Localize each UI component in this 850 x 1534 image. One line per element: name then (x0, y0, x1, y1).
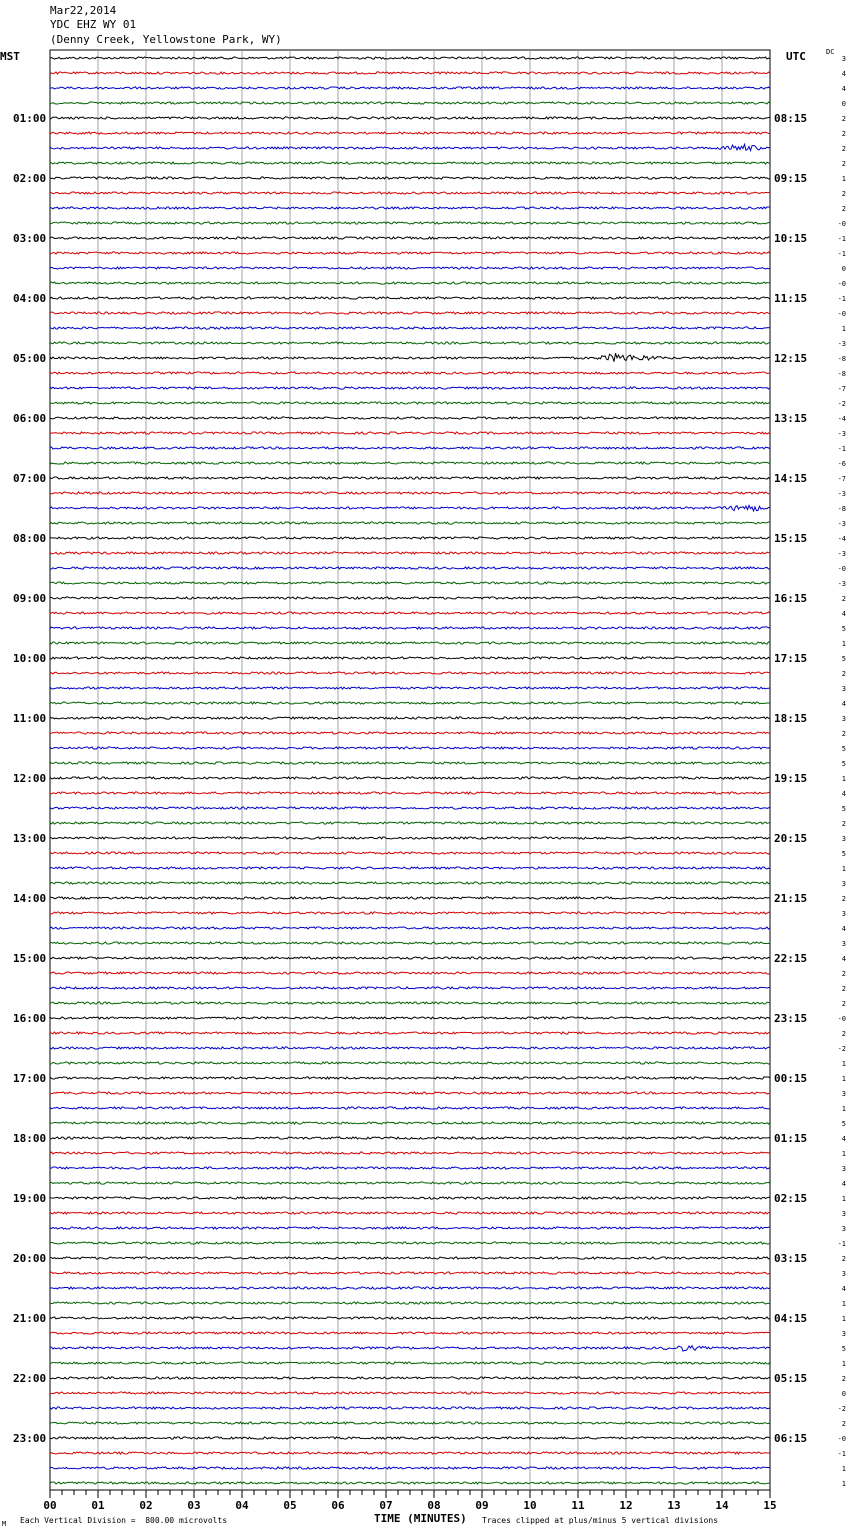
trace-line (50, 687, 770, 689)
dc-offset-value: -8 (837, 370, 846, 378)
trace-line (50, 1227, 770, 1229)
right-hour-label: 03:15 (774, 1252, 808, 1265)
trace-line (50, 1467, 770, 1469)
dc-offset-value: 2 (841, 595, 846, 603)
x-tick-label: 07 (379, 1499, 393, 1512)
dc-offset-value: -0 (837, 220, 846, 228)
trace-line (50, 702, 770, 704)
trace-line (50, 1392, 770, 1394)
dc-offset-value: 1 (841, 1480, 846, 1488)
dc-offset-value: 2 (841, 1030, 846, 1038)
trace-line (50, 57, 770, 59)
clip-note: Traces clipped at plus/minus 5 vertical divisions (482, 1516, 719, 1525)
dc-offset-value: 2 (841, 1420, 846, 1428)
dc-offset-value: -3 (837, 550, 846, 558)
trace-line (50, 807, 770, 809)
trace-line (50, 102, 770, 104)
dc-offset-value: -1 (837, 1450, 846, 1458)
trace-line (50, 117, 770, 119)
dc-offset-value: 1 (841, 1105, 846, 1113)
trace-line (50, 567, 770, 569)
trace-line (50, 972, 770, 974)
right-hour-label: 04:15 (774, 1312, 808, 1325)
dc-offset-value: 2 (841, 820, 846, 828)
trace-line (50, 822, 770, 824)
x-tick-label: 12 (619, 1499, 633, 1512)
trace-line (50, 732, 770, 734)
left-hour-label: 13:00 (13, 832, 47, 845)
dc-offset-value: 2 (841, 190, 846, 198)
corner-mark: M (2, 1520, 7, 1528)
right-hour-label: 17:15 (774, 652, 808, 665)
right-hour-label: 19:15 (774, 772, 808, 785)
dc-offset-value: 1 (841, 325, 846, 333)
trace-line (50, 777, 770, 779)
dc-offset-value: 4 (841, 85, 846, 93)
dc-offset-value: 4 (841, 955, 846, 963)
trace-line (50, 882, 770, 884)
dc-offset-value: 1 (841, 865, 846, 873)
trace-line (50, 447, 770, 449)
left-hour-label: 17:00 (13, 1072, 47, 1085)
trace-line (50, 237, 770, 239)
trace-line (50, 417, 770, 419)
trace-line (50, 762, 770, 764)
scale-note: Each Vertical Division = 800.00 microvolts (20, 1516, 228, 1525)
right-hour-label: 18:15 (774, 712, 808, 725)
right-hour-label: 23:15 (774, 1012, 808, 1025)
trace-line (50, 1317, 770, 1319)
x-tick-label: 05 (283, 1499, 297, 1512)
trace-line (50, 192, 770, 194)
dc-offset-value: 5 (841, 1345, 846, 1353)
dc-offset-value: 2 (841, 1255, 846, 1263)
right-hour-label: 20:15 (774, 832, 808, 845)
header-station: YDC EHZ WY 01 (50, 18, 137, 31)
trace-line (50, 1212, 770, 1214)
dc-offset-value: 0 (841, 1390, 846, 1398)
mst-axis-label: MST (0, 50, 20, 63)
dc-offset-value: -1 (837, 1240, 846, 1248)
left-hour-label: 09:00 (13, 592, 47, 605)
dc-offset-value: 3 (841, 685, 846, 693)
trace-line (50, 353, 770, 361)
dc-offset-value: 5 (841, 745, 846, 753)
dc-offset-value: -0 (837, 280, 846, 288)
dc-offset-value: 2 (841, 895, 846, 903)
trace-line (50, 552, 770, 554)
right-hour-label: 12:15 (774, 352, 808, 365)
trace-line (50, 927, 770, 929)
trace-line (50, 1077, 770, 1079)
trace-line (50, 1242, 770, 1244)
trace-line (50, 1182, 770, 1184)
dc-offset-value: 4 (841, 610, 846, 618)
x-tick-label: 01 (91, 1499, 105, 1512)
x-axis-title: TIME (MINUTES) (374, 1512, 467, 1525)
dc-offset-value: -1 (837, 295, 846, 303)
right-hour-label: 21:15 (774, 892, 808, 905)
trace-line (50, 837, 770, 839)
trace-line (50, 372, 770, 374)
right-hour-label: 10:15 (774, 232, 808, 245)
trace-line (50, 1137, 770, 1139)
trace-line (50, 612, 770, 614)
trace-line (50, 1197, 770, 1199)
dc-offset-value: 1 (841, 640, 846, 648)
x-tick-label: 02 (139, 1499, 153, 1512)
dc-offset-value: 5 (841, 655, 846, 663)
dc-offset-value: -2 (837, 400, 846, 408)
dc-offset-value: 2 (841, 1375, 846, 1383)
trace-line (50, 1092, 770, 1094)
right-hour-label: 00:15 (774, 1072, 808, 1085)
dc-offset-value: 1 (841, 1315, 846, 1323)
dc-offset-value: 3 (841, 835, 846, 843)
trace-line (50, 387, 770, 389)
right-hour-label: 15:15 (774, 532, 808, 545)
x-tick-label: 00 (43, 1499, 57, 1512)
trace-line (50, 492, 770, 494)
trace-line (50, 537, 770, 539)
left-hour-label: 03:00 (13, 232, 47, 245)
trace-line (50, 522, 770, 524)
dc-offset-value: -6 (837, 460, 846, 468)
dc-offset-value: 1 (841, 1465, 846, 1473)
trace-line (50, 72, 770, 74)
dc-offset-value: -2 (837, 1045, 846, 1053)
dc-offset-value: 1 (841, 1300, 846, 1308)
dc-offset-value: 3 (841, 55, 846, 63)
trace-line (50, 177, 770, 179)
trace-line (50, 477, 770, 479)
dc-offset-value: 5 (841, 850, 846, 858)
trace-line (50, 942, 770, 944)
trace-line (50, 597, 770, 599)
dc-offset-value: -3 (837, 580, 846, 588)
dc-offset-value: -3 (837, 520, 846, 528)
dc-offset-value: 2 (841, 145, 846, 153)
dc-offset-value: 3 (841, 910, 846, 918)
right-hour-label: 11:15 (774, 292, 808, 305)
trace-line (50, 1346, 770, 1351)
dc-offset-value: 2 (841, 670, 846, 678)
dc-offset-value: -0 (837, 1015, 846, 1023)
trace-line (50, 1272, 770, 1274)
dc-offset-value: 2 (841, 130, 846, 138)
trace-line (50, 672, 770, 674)
right-hour-label: 22:15 (774, 952, 808, 965)
right-hour-label: 06:15 (774, 1432, 808, 1445)
x-tick-label: 15 (763, 1499, 777, 1512)
trace-line (50, 1362, 770, 1364)
trace-line (50, 1167, 770, 1169)
dc-offset-value: -0 (837, 310, 846, 318)
trace-line (50, 987, 770, 989)
dc-offset-value: 3 (841, 1225, 846, 1233)
dc-offset-value: 3 (841, 1210, 846, 1218)
dc-offset-value: 4 (841, 1285, 846, 1293)
dc-offset-value: -3 (837, 430, 846, 438)
trace-line (50, 912, 770, 914)
right-hour-label: 08:15 (774, 112, 808, 125)
trace-line (50, 1002, 770, 1004)
x-tick-label: 08 (427, 1499, 441, 1512)
right-hour-label: 16:15 (774, 592, 808, 605)
left-hour-label: 19:00 (13, 1192, 47, 1205)
dc-offset-value: 2 (841, 160, 846, 168)
dc-offset-value: 3 (841, 1165, 846, 1173)
dc-offset-value: 5 (841, 805, 846, 813)
dc-offset-value: 5 (841, 1120, 846, 1128)
trace-line (50, 505, 770, 510)
left-hour-label: 04:00 (13, 292, 47, 305)
right-hour-label: 02:15 (774, 1192, 808, 1205)
trace-line (50, 582, 770, 584)
dc-offset-value: 3 (841, 1270, 846, 1278)
dc-offset-value: 2 (841, 985, 846, 993)
dc-offset-value: -4 (837, 535, 846, 543)
trace-line (50, 657, 770, 659)
left-hour-label: 21:00 (13, 1312, 47, 1325)
left-hour-label: 18:00 (13, 1132, 47, 1145)
dc-offset-value: -7 (837, 385, 846, 393)
dc-offset-value: 4 (841, 790, 846, 798)
trace-line (50, 432, 770, 434)
left-hour-label: 08:00 (13, 532, 47, 545)
trace-line (50, 1422, 770, 1424)
dc-offset-value: -1 (837, 445, 846, 453)
dc-offset-value: 4 (841, 1180, 846, 1188)
trace-line (50, 852, 770, 854)
trace-line (50, 1062, 770, 1064)
right-hour-label: 13:15 (774, 412, 808, 425)
trace-line (50, 327, 770, 329)
right-hour-label: 09:15 (774, 172, 808, 185)
dc-offset-value: 2 (841, 205, 846, 213)
left-hour-label: 05:00 (13, 352, 47, 365)
trace-line (50, 1437, 770, 1439)
dc-offset-value: 1 (841, 1150, 846, 1158)
dc-offset-value: 1 (841, 1075, 846, 1083)
trace-line (50, 1017, 770, 1019)
trace-line (50, 717, 770, 719)
trace-line (50, 207, 770, 209)
trace-line (50, 627, 770, 629)
dc-offset-value: -8 (837, 355, 846, 363)
dc-offset-value: -4 (837, 415, 846, 423)
dc-offset-value: 1 (841, 1360, 846, 1368)
dc-offset-value: 5 (841, 760, 846, 768)
left-hour-label: 12:00 (13, 772, 47, 785)
x-tick-label: 10 (523, 1499, 537, 1512)
dc-offset-value: 2 (841, 970, 846, 978)
dc-offset-value: -1 (837, 235, 846, 243)
right-hour-label: 01:15 (774, 1132, 808, 1145)
plot-frame (50, 50, 770, 1490)
dc-label: DC (826, 48, 835, 56)
dc-offset-value: 0 (841, 265, 846, 273)
x-tick-label: 13 (667, 1499, 681, 1512)
left-hour-label: 15:00 (13, 952, 47, 965)
right-hour-label: 14:15 (774, 472, 808, 485)
trace-line (50, 1122, 770, 1124)
dc-offset-value: -0 (837, 565, 846, 573)
x-tick-label: 14 (715, 1499, 729, 1512)
right-hour-label: 05:15 (774, 1372, 808, 1385)
dc-offset-value: 2 (841, 115, 846, 123)
left-hour-label: 11:00 (13, 712, 47, 725)
left-hour-label: 06:00 (13, 412, 47, 425)
trace-line (50, 1452, 770, 1454)
trace-line (50, 957, 770, 959)
dc-offset-value: 2 (841, 730, 846, 738)
trace-line (50, 132, 770, 134)
dc-offset-value: -3 (837, 340, 846, 348)
trace-line (50, 297, 770, 299)
trace-line (50, 342, 770, 344)
trace-line (50, 747, 770, 749)
trace-line (50, 312, 770, 314)
left-hour-label: 20:00 (13, 1252, 47, 1265)
trace-line (50, 1032, 770, 1034)
dc-offset-value: -7 (837, 475, 846, 483)
left-hour-label: 01:00 (13, 112, 47, 125)
trace-line (50, 897, 770, 899)
trace-line (50, 1257, 770, 1259)
trace-line (50, 282, 770, 284)
dc-offset-value: 3 (841, 715, 846, 723)
trace-line (50, 87, 770, 89)
header-location: (Denny Creek, Yellowstone Park, WY) (50, 33, 282, 46)
x-tick-label: 06 (331, 1499, 345, 1512)
trace-line (50, 222, 770, 224)
dc-offset-value: 4 (841, 925, 846, 933)
dc-offset-value: -8 (837, 505, 846, 513)
left-hour-label: 22:00 (13, 1372, 47, 1385)
dc-offset-value: -3 (837, 490, 846, 498)
left-hour-label: 10:00 (13, 652, 47, 665)
dc-offset-value: 1 (841, 1195, 846, 1203)
dc-offset-value: 1 (841, 775, 846, 783)
trace-line (50, 402, 770, 404)
trace-line (50, 267, 770, 269)
dc-offset-value: -1 (837, 250, 846, 258)
trace-line (50, 1107, 770, 1109)
trace-line (50, 642, 770, 644)
dc-offset-value: 1 (841, 1060, 846, 1068)
trace-line (50, 1407, 770, 1409)
dc-offset-value: 4 (841, 1135, 846, 1143)
dc-offset-value: -2 (837, 1405, 846, 1413)
left-hour-label: 16:00 (13, 1012, 47, 1025)
trace-line (50, 1047, 770, 1049)
left-hour-label: 23:00 (13, 1432, 47, 1445)
trace-line (50, 252, 770, 254)
trace-line (50, 144, 770, 150)
trace-line (50, 462, 770, 464)
left-hour-label: 07:00 (13, 472, 47, 485)
trace-line (50, 792, 770, 794)
trace-line (50, 867, 770, 869)
header-date: Mar22,2014 (50, 4, 117, 17)
trace-line (50, 162, 770, 164)
dc-offset-value: 3 (841, 880, 846, 888)
x-tick-label: 04 (235, 1499, 249, 1512)
dc-offset-value: 4 (841, 700, 846, 708)
dc-offset-value: 2 (841, 1000, 846, 1008)
trace-line (50, 1482, 770, 1484)
left-hour-label: 02:00 (13, 172, 47, 185)
left-hour-label: 14:00 (13, 892, 47, 905)
x-tick-label: 11 (571, 1499, 585, 1512)
x-tick-label: 09 (475, 1499, 489, 1512)
trace-line (50, 1152, 770, 1154)
trace-line (50, 1332, 770, 1334)
dc-offset-value: 3 (841, 1330, 846, 1338)
dc-offset-value: -0 (837, 1435, 846, 1443)
trace-line (50, 1377, 770, 1379)
dc-offset-value: 1 (841, 175, 846, 183)
dc-offset-value: 5 (841, 625, 846, 633)
dc-offset-value: 4 (841, 70, 846, 78)
dc-offset-value: 0 (841, 100, 846, 108)
utc-axis-label: UTC (786, 50, 806, 63)
dc-offset-value: 3 (841, 1090, 846, 1098)
trace-line (50, 1287, 770, 1289)
dc-offset-value: 3 (841, 940, 846, 948)
trace-line (50, 1302, 770, 1304)
x-tick-label: 03 (187, 1499, 201, 1512)
